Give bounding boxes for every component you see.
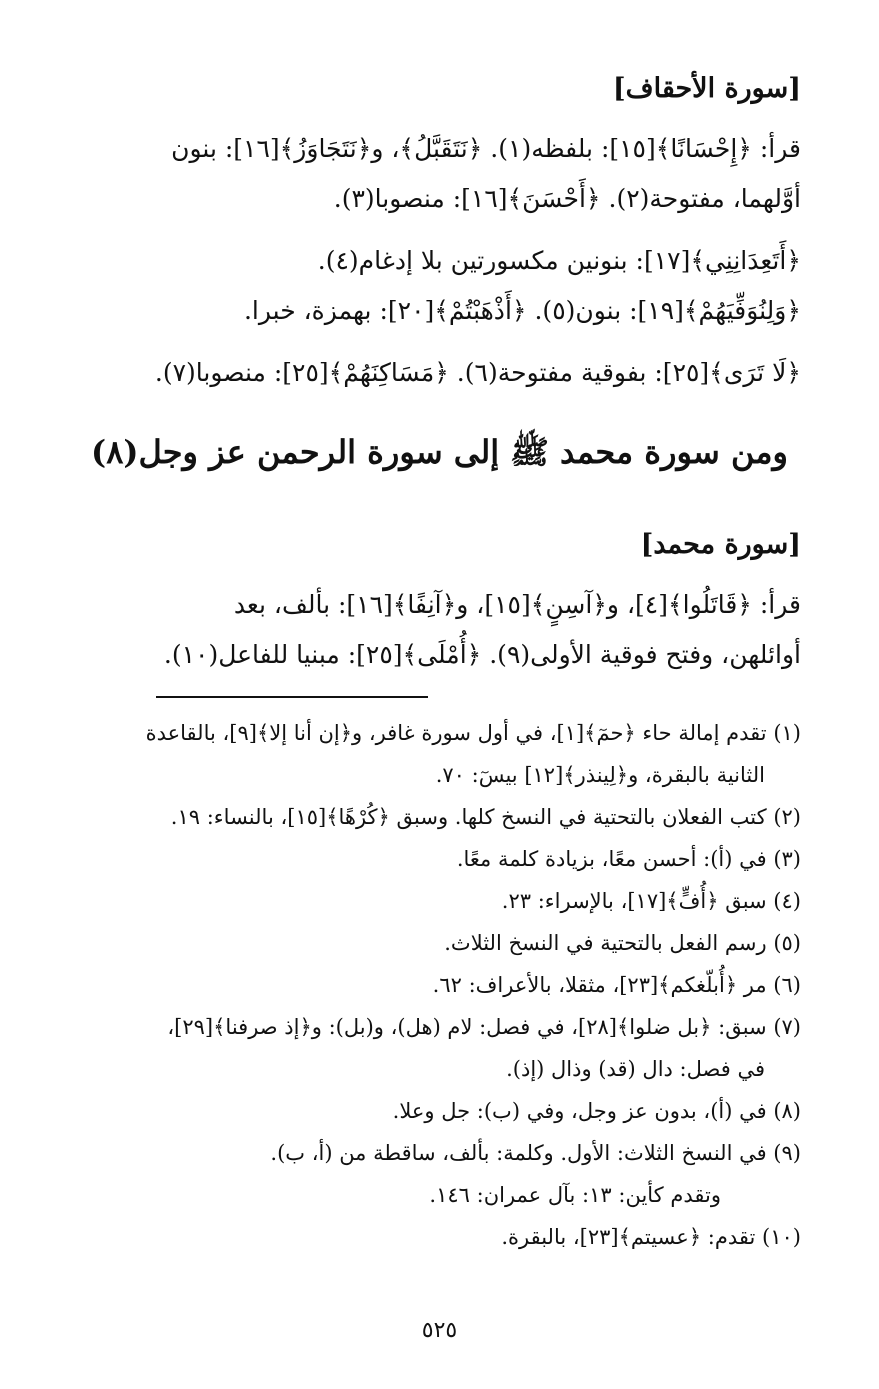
footnote-line: (١) تقدم إمالة حاء ﴿حمٓ﴾[١]، في أول سورة غافر، و﴿إن أنا إلا﴾[٩]، بالقاعدة xyxy=(145,721,801,745)
footnotes xyxy=(78,712,801,1258)
text-line: أوائلهن، وفتح فوقية الأولى(٩). ﴿أُمْلَى﴾[٢٥]: مبنيا للفاعل(١٠). xyxy=(163,640,801,669)
paragraph-ahqaf-1 xyxy=(78,124,801,224)
footnote-separator xyxy=(156,696,428,698)
paragraph-muhammad xyxy=(78,580,801,680)
paragraph-ahqaf-2 xyxy=(78,236,801,336)
paragraph-ahqaf-3 xyxy=(78,348,801,398)
section-heading-muhammad: [سورة محمد] xyxy=(640,529,801,560)
footnote-line: (٢) كتب الفعلان بالتحتية في النسخ كلها. وسبق ﴿كُرْهًا﴾[١٥]، بالنساء: ١٩. xyxy=(170,805,801,829)
footnote-line: (٩) في النسخ الثلاث: الأول. وكلمة: بألف، ساقطة من (أ، ب). xyxy=(270,1141,801,1165)
footnote-line: وتقدم كأين: ١٣: بآل عمران: ١٤٦. xyxy=(429,1183,721,1207)
text-line: قرأ: ﴿إِحْسَانًا﴾[١٥]: بلفظه(١). ﴿نَتَقَبَّلُ﴾، و﴿نَتَجَاوَزُ﴾[١٦]: بنون xyxy=(171,134,801,163)
page-number: ٥٢٥ xyxy=(421,1318,458,1343)
footnote-line: الثانية بالبقرة، و﴿لِينذر﴾[١٢] بيسٓ: ٧٠. xyxy=(435,763,765,787)
text-line: قرأ: ﴿قَاتَلُوا﴾[٤]، و﴿آسِنٍ﴾[١٥]، و﴿آنِفًا﴾[١٦]: بألف، بعد xyxy=(233,590,801,619)
chapter-title: ومن سورة محمد ﷺ إلى سورة الرحمن عز وجل(٨) xyxy=(91,433,788,471)
footnote-line: (٥) رسم الفعل بالتحتية في النسخ الثلاث. xyxy=(444,931,801,955)
footnote-line: (٣) في (أ): أحسن معًا، بزيادة كلمة معًا. xyxy=(456,847,801,871)
text-line: ﴿أَتَعِدَانِنِي﴾[١٧]: بنونين مكسورتين بلا إدغام(٤). xyxy=(317,246,801,275)
footnote-line: (٧) سبق: ﴿بل ضلوا﴾[٢٨]، في فصل: لام (هل)، و(بل): و﴿إذ صرفنا﴾[٢٩]، xyxy=(167,1015,801,1039)
footnote-line: (١٠) تقدم: ﴿عسيتم﴾[٢٣]، بالبقرة. xyxy=(501,1225,801,1249)
text-line: ﴿وَلِنُوَفِّيَهُمْ﴾[١٩]: بنون(٥). ﴿أَذْهَبْتُمْ﴾[٢٠]: بهمزة، خبرا. xyxy=(243,296,801,325)
text-line: أوَّلهما، مفتوحة(٢). ﴿أَحْسَنَ﴾[١٦]: منصوبا(٣). xyxy=(333,184,801,213)
footnote-line: (٨) في (أ)، بدون عز وجل، وفي (ب): جل وعلا. xyxy=(392,1099,801,1123)
footnote-line: (٦) مر ﴿أُبلّغكم﴾[٢٣]، مثقلا، بالأعراف: ٦٢. xyxy=(432,973,801,997)
footnote-line: (٤) سبق ﴿أُفٍّ﴾[١٧]، بالإسراء: ٢٣. xyxy=(501,889,801,913)
text-line: ﴿لَا تَرَى﴾[٢٥]: بفوقية مفتوحة(٦). ﴿مَسَاكِنَهُمْ﴾[٢٥]: منصوبا(٧). xyxy=(154,358,801,387)
footnote-line: في فصل: دال (قد) وذال (إذ). xyxy=(506,1057,765,1081)
section-heading-ahqaf: [سورة الأحقاف] xyxy=(612,73,801,104)
